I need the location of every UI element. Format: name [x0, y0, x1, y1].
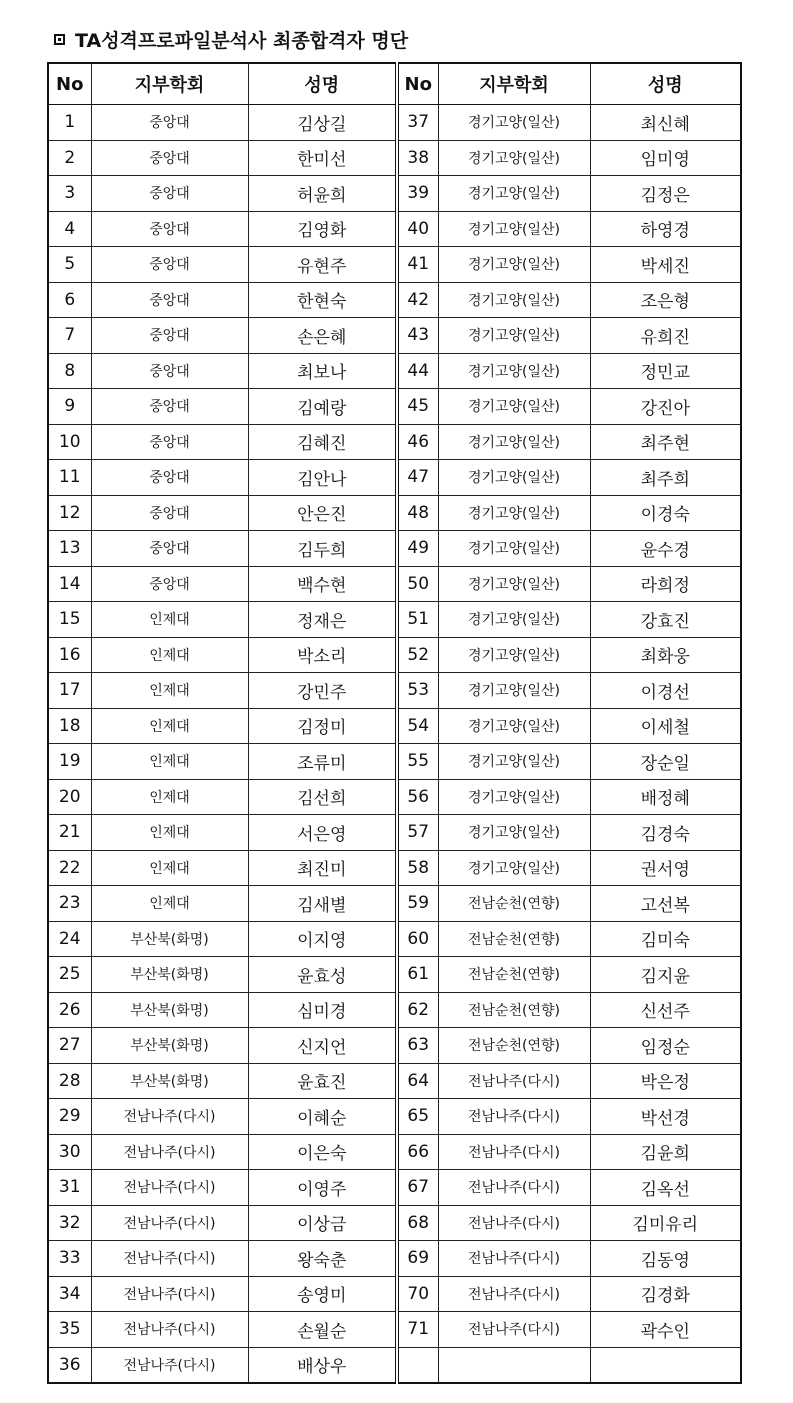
no-cell: 53	[397, 673, 438, 709]
name-cell: 한현숙	[248, 282, 397, 318]
branch-cell: 중앙대	[91, 140, 248, 176]
no-cell: 18	[48, 708, 91, 744]
name-cell: 김미숙	[590, 921, 741, 957]
no-cell: 56	[397, 779, 438, 815]
no-cell: 45	[397, 389, 438, 425]
branch-cell: 경기고양(일산)	[438, 815, 590, 851]
no-cell: 64	[397, 1063, 438, 1099]
name-cell: 최신혜	[590, 105, 741, 141]
name-cell: 김정은	[590, 176, 741, 212]
no-cell: 48	[397, 495, 438, 531]
table-row	[48, 1134, 741, 1170]
name-cell: 배상우	[248, 1347, 397, 1383]
table-row	[48, 531, 741, 567]
no-cell: 43	[397, 318, 438, 354]
name-cell: 김정미	[248, 708, 397, 744]
name-cell: 박은정	[590, 1063, 741, 1099]
branch-cell: 인제대	[91, 779, 248, 815]
table-row	[48, 779, 741, 815]
table-row	[48, 495, 741, 531]
name-cell: 박소리	[248, 637, 397, 673]
no-cell: 52	[397, 637, 438, 673]
branch-cell: 전남나주(다시)	[91, 1241, 248, 1277]
branch-cell: 전남나주(다시)	[438, 1170, 590, 1206]
table-row	[48, 1347, 741, 1383]
no-cell: 5	[48, 247, 91, 283]
no-cell: 58	[397, 850, 438, 886]
no-cell: 63	[397, 1028, 438, 1064]
no-cell: 71	[397, 1312, 438, 1348]
no-cell: 70	[397, 1276, 438, 1312]
page-title	[54, 22, 408, 56]
no-cell: 62	[397, 992, 438, 1028]
name-cell: 정재은	[248, 602, 397, 638]
branch-cell: 전남순천(연향)	[438, 886, 590, 922]
branch-cell: 중앙대	[91, 389, 248, 425]
name-cell: 이영주	[248, 1170, 397, 1206]
branch-cell: 전남나주(다시)	[438, 1241, 590, 1277]
branch-cell: 중앙대	[91, 353, 248, 389]
no-cell: 49	[397, 531, 438, 567]
name-cell: 권서영	[590, 850, 741, 886]
name-cell: 신지언	[248, 1028, 397, 1064]
no-cell: 14	[48, 566, 91, 602]
name-cell: 하영경	[590, 211, 741, 247]
no-cell: 36	[48, 1347, 91, 1383]
branch-cell: 경기고양(일산)	[438, 708, 590, 744]
no-cell: 13	[48, 531, 91, 567]
no-cell: 24	[48, 921, 91, 957]
name-cell: 서은영	[248, 815, 397, 851]
name-cell: 이지영	[248, 921, 397, 957]
no-cell: 51	[397, 602, 438, 638]
table-row	[48, 708, 741, 744]
name-cell: 고선복	[590, 886, 741, 922]
branch-cell: 경기고양(일산)	[438, 353, 590, 389]
branch-cell	[438, 1347, 590, 1383]
header-branch-right: 지부학회	[438, 63, 590, 105]
name-cell: 왕숙춘	[248, 1241, 397, 1277]
table-row	[48, 389, 741, 425]
name-cell: 김동영	[590, 1241, 741, 1277]
name-cell: 유현주	[248, 247, 397, 283]
name-cell: 김경숙	[590, 815, 741, 851]
table-row	[48, 992, 741, 1028]
no-cell: 25	[48, 957, 91, 993]
branch-cell: 경기고양(일산)	[438, 318, 590, 354]
branch-cell: 부산북(화명)	[91, 1028, 248, 1064]
name-cell: 윤효성	[248, 957, 397, 993]
branch-cell: 전남나주(다시)	[438, 1276, 590, 1312]
branch-cell: 경기고양(일산)	[438, 744, 590, 780]
name-cell: 손월순	[248, 1312, 397, 1348]
no-cell: 8	[48, 353, 91, 389]
branch-cell: 인제대	[91, 637, 248, 673]
branch-cell: 전남나주(다시)	[91, 1347, 248, 1383]
branch-cell: 경기고양(일산)	[438, 566, 590, 602]
name-cell: 김안나	[248, 460, 397, 496]
no-cell	[397, 1347, 438, 1383]
no-cell: 39	[397, 176, 438, 212]
no-cell: 57	[397, 815, 438, 851]
no-cell: 9	[48, 389, 91, 425]
no-cell: 33	[48, 1241, 91, 1277]
table-row	[48, 140, 741, 176]
no-cell: 28	[48, 1063, 91, 1099]
table-row	[48, 1276, 741, 1312]
name-cell: 허윤희	[248, 176, 397, 212]
branch-cell: 경기고양(일산)	[438, 637, 590, 673]
branch-cell: 전남나주(다시)	[438, 1312, 590, 1348]
no-cell: 19	[48, 744, 91, 780]
branch-cell: 경기고양(일산)	[438, 247, 590, 283]
name-cell: 김윤희	[590, 1134, 741, 1170]
header-no-left: No	[48, 63, 91, 105]
no-cell: 11	[48, 460, 91, 496]
no-cell: 44	[397, 353, 438, 389]
no-cell: 12	[48, 495, 91, 531]
name-cell: 이상금	[248, 1205, 397, 1241]
branch-cell: 인제대	[91, 744, 248, 780]
no-cell: 55	[397, 744, 438, 780]
name-cell: 이경선	[590, 673, 741, 709]
header-no-right: No	[397, 63, 438, 105]
no-cell: 42	[397, 282, 438, 318]
table-row	[48, 1099, 741, 1135]
name-cell: 정민교	[590, 353, 741, 389]
no-cell: 68	[397, 1205, 438, 1241]
branch-cell: 전남순천(연향)	[438, 957, 590, 993]
no-cell: 20	[48, 779, 91, 815]
table-row	[48, 637, 741, 673]
branch-cell: 경기고양(일산)	[438, 211, 590, 247]
name-cell: 강진아	[590, 389, 741, 425]
table-row	[48, 850, 741, 886]
branch-cell: 중앙대	[91, 566, 248, 602]
branch-cell: 경기고양(일산)	[438, 389, 590, 425]
name-cell: 배정혜	[590, 779, 741, 815]
name-cell	[590, 1347, 741, 1383]
branch-cell: 전남나주(다시)	[91, 1312, 248, 1348]
no-cell: 46	[397, 424, 438, 460]
table-row	[48, 1241, 741, 1277]
name-cell: 박세진	[590, 247, 741, 283]
no-cell: 21	[48, 815, 91, 851]
name-cell: 김영화	[248, 211, 397, 247]
branch-cell: 전남나주(다시)	[91, 1099, 248, 1135]
table-row	[48, 1063, 741, 1099]
branch-cell: 경기고양(일산)	[438, 602, 590, 638]
branch-cell: 경기고양(일산)	[438, 460, 590, 496]
no-cell: 35	[48, 1312, 91, 1348]
table-row	[48, 282, 741, 318]
branch-cell: 중앙대	[91, 211, 248, 247]
no-cell: 41	[397, 247, 438, 283]
branch-cell: 전남나주(다시)	[91, 1134, 248, 1170]
no-cell: 67	[397, 1170, 438, 1206]
no-cell: 17	[48, 673, 91, 709]
branch-cell: 인제대	[91, 850, 248, 886]
branch-cell: 경기고양(일산)	[438, 176, 590, 212]
branch-cell: 중앙대	[91, 424, 248, 460]
branch-cell: 전남순천(연향)	[438, 1028, 590, 1064]
name-cell: 김경화	[590, 1276, 741, 1312]
branch-cell: 인제대	[91, 602, 248, 638]
table-row	[48, 815, 741, 851]
name-cell: 김새별	[248, 886, 397, 922]
table-body	[48, 105, 741, 1384]
name-cell: 김지윤	[590, 957, 741, 993]
name-cell: 임정순	[590, 1028, 741, 1064]
no-cell: 60	[397, 921, 438, 957]
name-cell: 김두희	[248, 531, 397, 567]
no-cell: 31	[48, 1170, 91, 1206]
branch-cell: 전남나주(다시)	[438, 1205, 590, 1241]
branch-cell: 중앙대	[91, 531, 248, 567]
name-cell: 최주현	[590, 424, 741, 460]
no-cell: 22	[48, 850, 91, 886]
header-branch-left: 지부학회	[91, 63, 248, 105]
name-cell: 조류미	[248, 744, 397, 780]
name-cell: 박선경	[590, 1099, 741, 1135]
name-cell: 김혜진	[248, 424, 397, 460]
branch-cell: 전남나주(다시)	[438, 1134, 590, 1170]
name-cell: 강민주	[248, 673, 397, 709]
name-cell: 곽수인	[590, 1312, 741, 1348]
name-cell: 장순일	[590, 744, 741, 780]
branch-cell: 경기고양(일산)	[438, 424, 590, 460]
name-cell: 최주희	[590, 460, 741, 496]
branch-cell: 경기고양(일산)	[438, 850, 590, 886]
no-cell: 65	[397, 1099, 438, 1135]
no-cell: 47	[397, 460, 438, 496]
no-cell: 1	[48, 105, 91, 141]
no-cell: 34	[48, 1276, 91, 1312]
name-cell: 조은형	[590, 282, 741, 318]
table-row	[48, 886, 741, 922]
no-cell: 6	[48, 282, 91, 318]
table-row	[48, 1170, 741, 1206]
square-bullet-icon	[54, 34, 65, 45]
branch-cell: 인제대	[91, 815, 248, 851]
name-cell: 최진미	[248, 850, 397, 886]
no-cell: 69	[397, 1241, 438, 1277]
name-cell: 김상길	[248, 105, 397, 141]
no-cell: 29	[48, 1099, 91, 1135]
table-row	[48, 744, 741, 780]
name-cell: 윤수경	[590, 531, 741, 567]
branch-cell: 경기고양(일산)	[438, 282, 590, 318]
table-row	[48, 105, 741, 141]
name-cell: 이은숙	[248, 1134, 397, 1170]
table-row	[48, 602, 741, 638]
name-cell: 이경숙	[590, 495, 741, 531]
no-cell: 66	[397, 1134, 438, 1170]
table-row	[48, 673, 741, 709]
name-cell: 이세철	[590, 708, 741, 744]
no-cell: 15	[48, 602, 91, 638]
table-row	[48, 957, 741, 993]
no-cell: 4	[48, 211, 91, 247]
name-cell: 심미경	[248, 992, 397, 1028]
table-row	[48, 353, 741, 389]
no-cell: 3	[48, 176, 91, 212]
branch-cell: 중앙대	[91, 105, 248, 141]
table-row	[48, 211, 741, 247]
table-row	[48, 566, 741, 602]
branch-cell: 중앙대	[91, 318, 248, 354]
table-row	[48, 921, 741, 957]
no-cell: 2	[48, 140, 91, 176]
branch-cell: 중앙대	[91, 460, 248, 496]
name-cell: 김옥선	[590, 1170, 741, 1206]
no-cell: 23	[48, 886, 91, 922]
name-cell: 라희정	[590, 566, 741, 602]
name-cell: 최보나	[248, 353, 397, 389]
name-cell: 윤효진	[248, 1063, 397, 1099]
branch-cell: 전남나주(다시)	[438, 1063, 590, 1099]
no-cell: 50	[397, 566, 438, 602]
branch-cell: 부산북(화명)	[91, 992, 248, 1028]
no-cell: 40	[397, 211, 438, 247]
branch-cell: 전남순천(연향)	[438, 921, 590, 957]
no-cell: 26	[48, 992, 91, 1028]
no-cell: 32	[48, 1205, 91, 1241]
table-row	[48, 176, 741, 212]
branch-cell: 경기고양(일산)	[438, 673, 590, 709]
name-cell: 김미유리	[590, 1205, 741, 1241]
branch-cell: 중앙대	[91, 282, 248, 318]
name-cell: 임미영	[590, 140, 741, 176]
branch-cell: 전남나주(다시)	[91, 1205, 248, 1241]
no-cell: 27	[48, 1028, 91, 1064]
header-name-left: 성명	[248, 63, 397, 105]
page-title-text: TA성격프로파일분석사 최종합격자 명단	[75, 29, 409, 52]
name-cell: 유희진	[590, 318, 741, 354]
table-row	[48, 460, 741, 496]
table-row	[48, 318, 741, 354]
header-row	[48, 63, 741, 105]
no-cell: 54	[397, 708, 438, 744]
header-name-right: 성명	[590, 63, 741, 105]
branch-cell: 경기고양(일산)	[438, 495, 590, 531]
name-cell: 신선주	[590, 992, 741, 1028]
no-cell: 7	[48, 318, 91, 354]
table-row	[48, 1205, 741, 1241]
name-cell: 최화웅	[590, 637, 741, 673]
name-cell: 김선희	[248, 779, 397, 815]
branch-cell: 전남순천(연향)	[438, 992, 590, 1028]
branch-cell: 경기고양(일산)	[438, 105, 590, 141]
no-cell: 30	[48, 1134, 91, 1170]
name-cell: 한미선	[248, 140, 397, 176]
branch-cell: 인제대	[91, 708, 248, 744]
branch-cell: 경기고양(일산)	[438, 531, 590, 567]
table-row	[48, 1028, 741, 1064]
table-row	[48, 1312, 741, 1348]
name-cell: 강효진	[590, 602, 741, 638]
no-cell: 37	[397, 105, 438, 141]
branch-cell: 중앙대	[91, 176, 248, 212]
branch-cell: 인제대	[91, 886, 248, 922]
name-cell: 안은진	[248, 495, 397, 531]
name-cell: 이혜순	[248, 1099, 397, 1135]
branch-cell: 경기고양(일산)	[438, 140, 590, 176]
branch-cell: 전남나주(다시)	[438, 1099, 590, 1135]
no-cell: 10	[48, 424, 91, 460]
name-cell: 손은혜	[248, 318, 397, 354]
branch-cell: 부산북(화명)	[91, 921, 248, 957]
name-cell: 백수현	[248, 566, 397, 602]
no-cell: 59	[397, 886, 438, 922]
name-cell: 송영미	[248, 1276, 397, 1312]
branch-cell: 인제대	[91, 673, 248, 709]
no-cell: 38	[397, 140, 438, 176]
branch-cell: 전남나주(다시)	[91, 1170, 248, 1206]
branch-cell: 전남나주(다시)	[91, 1276, 248, 1312]
branch-cell: 중앙대	[91, 247, 248, 283]
branch-cell: 경기고양(일산)	[438, 779, 590, 815]
name-cell: 김예랑	[248, 389, 397, 425]
passers-table	[47, 62, 742, 1384]
branch-cell: 부산북(화명)	[91, 957, 248, 993]
table-row	[48, 247, 741, 283]
no-cell: 16	[48, 637, 91, 673]
table-row	[48, 424, 741, 460]
no-cell: 61	[397, 957, 438, 993]
branch-cell: 부산북(화명)	[91, 1063, 248, 1099]
branch-cell: 중앙대	[91, 495, 248, 531]
